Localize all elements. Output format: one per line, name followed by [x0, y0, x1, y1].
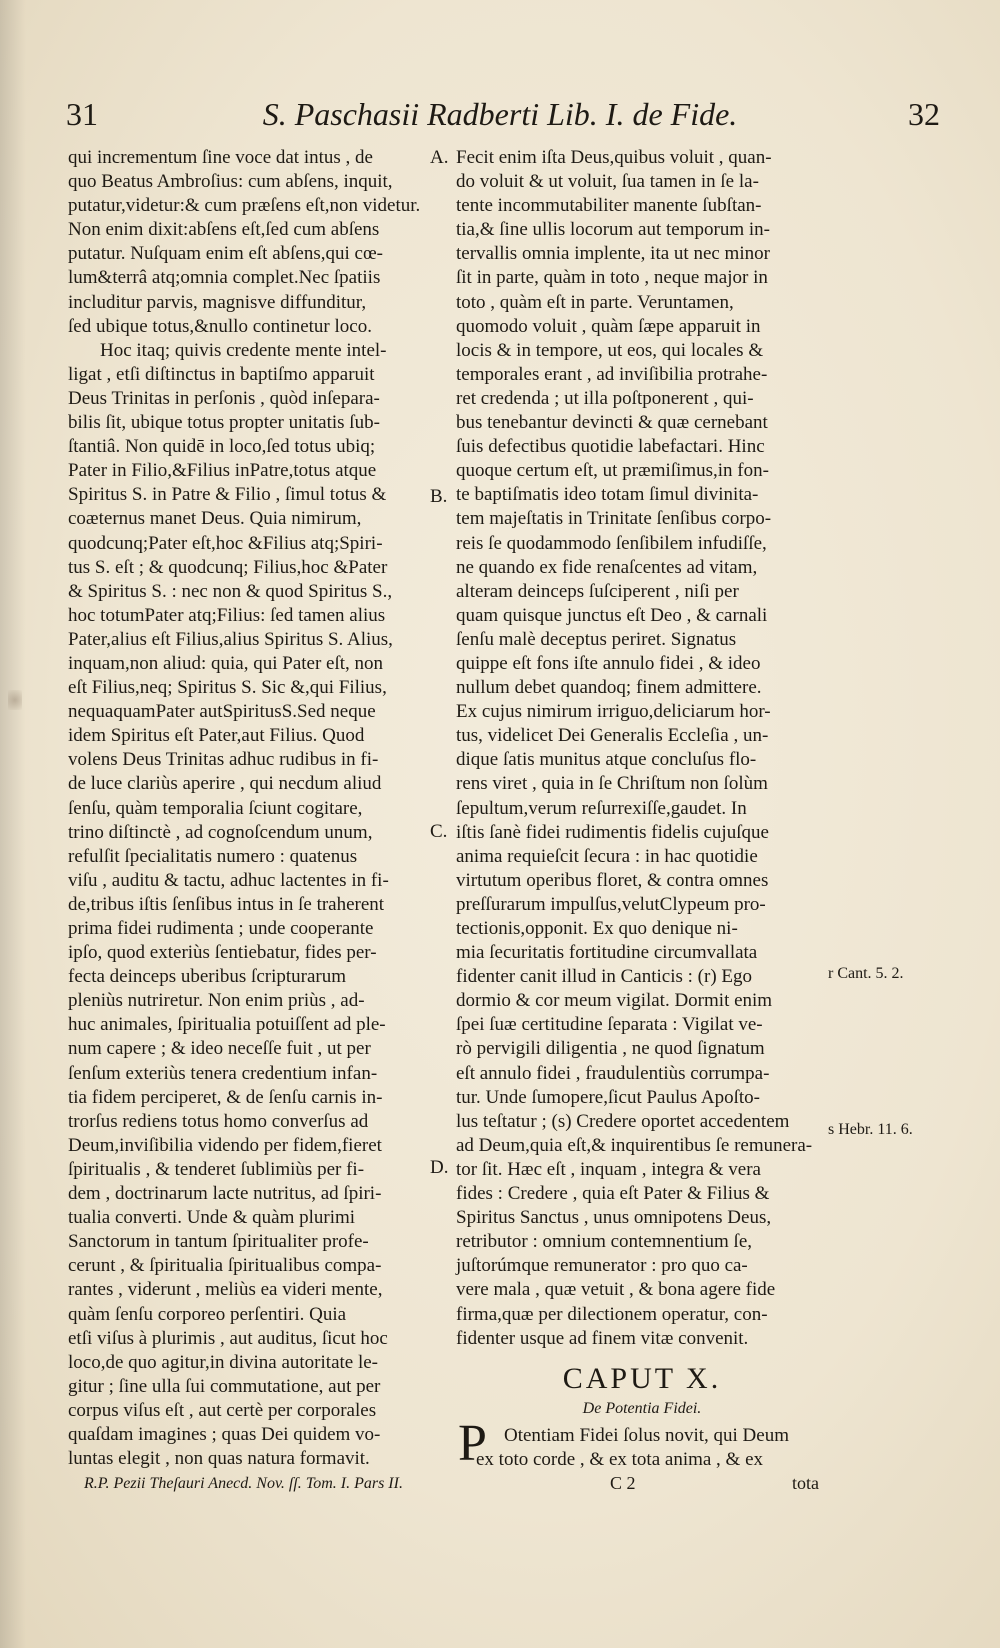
text-line: de luce clariùs aperire , qui necdum aliud — [68, 773, 382, 795]
text-line: bus tenebantur devincti & quæ cernebant — [456, 412, 768, 434]
text-line: reis ſe quodammodo ſenſibilem infudiſſe, — [456, 532, 767, 554]
text-line: coæternus manet Deus. Quia nimirum, — [68, 508, 362, 530]
text-line: ſenſu, quàm temporalia ſciunt cogitare, — [68, 797, 363, 819]
margin-letter-b: B. — [430, 486, 448, 507]
text-line: quàm ſenſu corporeo perſentiri. Quia — [68, 1303, 347, 1325]
text-line: inquam,non aliud: quia, qui Pater eſt, non — [68, 652, 384, 674]
text-line: fidenter usque ad finem vitæ convenit. — [456, 1327, 749, 1349]
text-line: ſenſum exteriùs tenera credentium infan- — [68, 1062, 378, 1084]
text-line: tualia converti. Unde & quàm plurimi — [68, 1207, 356, 1229]
text-line: toto , quàm eſt in parte. Veruntamen, — [456, 291, 734, 313]
text-line: preſſurarum impulſus,velutClypeum pro- — [456, 893, 766, 915]
margin-letter-a: A. — [430, 147, 449, 168]
text-line: & Spiritus S. : nec non & quod Spiritus S., — [68, 580, 393, 602]
text-line: quomodo voluit , quàm ſæpe apparuit in — [456, 315, 761, 337]
text-line: Spiritus Sanctus , unus omnipotens Deus, — [456, 1207, 772, 1229]
text-line: trino diſtinctè , ad cognoſcendum unum, — [68, 821, 373, 843]
text-line: tus, videlicet Dei Generalis Eccleſia , un- — [456, 725, 769, 747]
text-line: dique ſatis munitus atque concluſus flo- — [456, 749, 757, 771]
text-line: Deum,inviſibilia videndo per fidem,fieret — [68, 1134, 382, 1156]
text-line: quippe eſt fons iſte annulo fidei , & ideo — [456, 652, 761, 674]
text-line: putatur. Nuſquam enim eſt abſens,qui cœ- — [68, 243, 384, 265]
drop-cap: P — [458, 1415, 487, 1472]
right-column — [456, 146, 826, 1351]
page-number-right: 32 — [908, 96, 940, 132]
sidenote-cant: r Cant. 5. 2. — [828, 965, 904, 982]
text-line: Sanctorum in tantum ſpiritualiter profe- — [68, 1231, 369, 1253]
text-line: ipſo, quod exteriùs ſentiebatur, fides per- — [68, 942, 377, 964]
text-line: Hoc itaq; quivis credente mente intel- — [100, 339, 387, 361]
text-line: num capere ; & ideo neceſſe fuit , ut per — [68, 1038, 371, 1060]
text-line: de,tribus iſtis ſenſibus intus in ſe traherent — [68, 893, 385, 915]
text-line: cerunt , & ſpiritualia ſpiritualibus compa- — [68, 1255, 382, 1277]
text-line: huc animales, ſpiritualia potuiſſent ad ple- — [68, 1014, 386, 1036]
text-line: do voluit & ut voluit, ſua tamen in ſe la- — [456, 171, 759, 193]
text-line: tus S. eſt ; & quodcunq; Filius,hoc &Pater — [68, 556, 388, 578]
text-line: Non enim dixit:abſens eſt,ſed cum abſens — [68, 219, 380, 241]
text-line: ſpei ſuæ certitudine ſeparata : Vigilat ve- — [456, 1014, 763, 1036]
text-line: ne quando ex fide renaſcentes ad vitam, — [456, 556, 758, 578]
text-line: tur. Unde ſumopere,ſicut Paulus Apoſto- — [456, 1086, 760, 1108]
text-line: locis & in tempore, ut eos, qui locales & — [456, 339, 764, 361]
left-column — [68, 146, 448, 1471]
text-line: gitur ; ſine ulla ſui commutatione, aut per — [68, 1375, 381, 1397]
text-line: temporales erant , ad inviſibilia protrahe- — [456, 363, 768, 385]
page-header — [60, 92, 940, 138]
text-line: eſt annulo fidei , fraudulentiùs corrumpa- — [456, 1062, 770, 1084]
text-line: qui incrementum ſine voce dat intus , de — [68, 147, 373, 168]
text-line: tor ſit. Hæc eſt , inquam , integra & vera — [456, 1158, 761, 1180]
text-line: luntas elegit , non quas natura formavit. — [68, 1448, 370, 1470]
text-line: quo Beatus Ambroſius: cum abſens, inquit, — [68, 171, 393, 193]
margin-letter-c: C. — [430, 821, 448, 842]
text-line: ſtantiâ. Non quidē in loco,ſed totus ubiq; — [68, 436, 376, 458]
text-line: quodcunq;Pater eſt,hoc &Filius atq;Spiri- — [68, 532, 383, 554]
text-line: trorſus rediens totus homo converſus ad — [68, 1110, 369, 1132]
chapter-line: Otentiam Fidei ſolus novit, qui Deum — [504, 1425, 789, 1446]
text-line: viſu , auditu & tactu, adhuc lactentes in fi- — [68, 869, 389, 891]
text-line: quoque certum eſt, ut præmiſimus,in fon- — [456, 460, 769, 482]
text-line: dormio & cor meum vigilat. Dormit enim — [456, 990, 773, 1012]
text-line: tem majeſtatis in Trinitate ſenſibus corpo- — [456, 508, 772, 530]
text-line: hoc totumPater atq;Filius: ſed tamen alius — [68, 604, 386, 626]
text-line: Ex cujus nimirum irriguo,deliciarum hor- — [456, 701, 771, 723]
text-line: volens Deus Trinitas adhuc rudibus in fi- — [68, 749, 379, 771]
sidenote-hebr: s Hebr. 11. 6. — [828, 1121, 913, 1138]
text-line: firma,quæ per dilectionem operatur, con- — [456, 1303, 768, 1325]
text-line: rò pervigili diligentia , ne quod ſignatum — [456, 1038, 765, 1060]
text-line: tia fidem perciperet, & de ſenſu carnis in- — [68, 1086, 383, 1108]
catchword: tota — [792, 1473, 819, 1493]
text-line: quam quisque junctus eſt Deo , & carnali — [456, 604, 768, 626]
page-smudge — [8, 690, 22, 710]
text-line: tia,& ſine ullis locorum aut temporum in- — [456, 219, 770, 241]
text-line: ret credenda ; ut illa poſtponerent , qui- — [456, 387, 754, 409]
text-line: ſepultum,verum reſurrexiſſe,gaudet. In — [456, 797, 747, 819]
text-line: nullum debet quandoq; finem admittere. — [456, 677, 762, 699]
text-line: prima fidei rudimenta ; unde cooperante — [68, 918, 374, 939]
text-line: iſtis ſanè fidei rudimentis fidelis cujuſque — [456, 821, 769, 843]
text-line: idem Spiritus eſt Pater,aut Filius. Quod — [68, 725, 365, 747]
text-line: vere mala , quæ vetuit , & bona agere fide — [456, 1279, 776, 1301]
chapter-heading: CAPUT X. — [562, 1362, 722, 1395]
text-line: anima requieſcit ſecura : in hac quotidie — [456, 845, 758, 867]
text-line: tectionis,opponit. Ex quo denique ni- — [456, 918, 738, 939]
text-line: ſpiritualis , & tenderet ſublimiùs per fi- — [68, 1158, 365, 1180]
text-line: dem , doctrinarum lacte nutritus, ad ſpiri- — [68, 1183, 382, 1205]
text-line: ſit in parte, quàm in toto , neque major in — [456, 267, 768, 289]
text-line: mia ſecuritatis fortitudine circumvallata — [456, 942, 758, 964]
text-line: rens viret , quia in ſe Chriſtum non ſolùm — [456, 773, 768, 795]
text-line: Fecit enim iſta Deus,quibus voluit , quan- — [456, 147, 772, 168]
text-line: retributor : omnium contemnentium ſe, — [456, 1231, 753, 1253]
text-line: tente incommutabiliter manente ſubſtan- — [456, 195, 762, 217]
signature-mark: C 2 — [610, 1473, 636, 1493]
text-line: alteram deinceps ſuſciperent , niſi per — [456, 580, 739, 602]
running-title: S. Paschasii Radberti Lib. I. de Fide. — [262, 96, 738, 132]
text-line: putatur,videtur:& cum præſens eſt,non videtur. — [68, 195, 421, 217]
chapter-line: ex toto corde , & ex tota anima , & ex — [476, 1449, 764, 1471]
text-line: includitur parvis, magnisve diffunditur, — [68, 291, 367, 313]
text-line: etſi viſus à plurimis , aut auditus, ſicut hoc — [68, 1327, 388, 1349]
text-line: ſuis defectibus quotidie labefactari. Hinc — [456, 436, 765, 458]
chapter-subtitle: De Potentia Fidei. — [582, 1400, 702, 1417]
chapter-text — [476, 1424, 828, 1472]
footer-reference: R.P. Pezii Theſauri Anecd. Nov. ſſ. Tom. I. Pars II. — [84, 1475, 403, 1492]
text-line: ſed ubique totus,&nullo continetur loco. — [68, 315, 372, 337]
margin-letter-d: D. — [430, 1157, 449, 1178]
text-line: ad Deum,quia eſt,& inquirentibus ſe remunera- — [456, 1134, 813, 1156]
text-line: corpus viſus eſt , aut certè per corporales — [68, 1399, 377, 1421]
text-line: fides : Credere , quia eſt Pater & Filius & — [456, 1183, 770, 1205]
page-number-left: 31 — [66, 96, 98, 132]
text-line: Spiritus S. in Patre & Filio , ſimul totus & — [68, 484, 387, 506]
text-line: te baptiſmatis ideo totam ſimul divinita- — [456, 484, 759, 506]
text-line: ſenſu malè deceptus periret. Signatus — [456, 628, 737, 650]
text-line: bilis ſit, ubique totus propter unitatis ſub- — [68, 412, 380, 434]
text-line: Deus Trinitas in perſonis , quòd inſepara- — [68, 387, 380, 409]
text-line: quaſdam imagines ; quas Dei quidem vo- — [68, 1423, 381, 1445]
text-line: ligat , etſi diſtinctus in baptiſmo apparuit — [68, 363, 375, 385]
text-line: loco,de quo agitur,in divina autoritate le- — [68, 1351, 379, 1373]
text-line: fidenter canit illud in Canticis : (r) Ego — [456, 966, 753, 988]
text-line: lus teſtatur ; (s) Credere oportet accedentem — [456, 1110, 790, 1132]
text-line: refulſit ſpecialitatis numero : quatenus — [68, 845, 358, 867]
text-line: eſt Filius,neq; Spiritus S. Sic &,qui Filius, — [68, 677, 387, 699]
text-line: rantes , viderunt , meliùs ea videri mente, — [68, 1279, 383, 1301]
text-line: juſtorúmque remunerator : pro quo ca- — [456, 1255, 748, 1277]
text-line: pleniùs nutriretur. Non enim priùs , ad- — [68, 990, 365, 1012]
text-line: nequaquamPater autSpiritusS.Sed neque — [68, 701, 376, 723]
text-line: fecta deinceps uberibus ſcripturarum — [68, 966, 347, 988]
text-line: virtutum operibus floret, & contra omnes — [456, 869, 769, 891]
text-line: lum&terrâ atq;omnia complet.Nec ſpatiis — [68, 267, 381, 289]
text-line: Pater in Filio,&Filius inPatre,totus atque — [68, 460, 377, 482]
text-line: tervallis omnia implente, ita ut nec minor — [456, 243, 770, 265]
text-line: Pater,alius eſt Filius,alius Spiritus S. Alius, — [68, 628, 393, 650]
